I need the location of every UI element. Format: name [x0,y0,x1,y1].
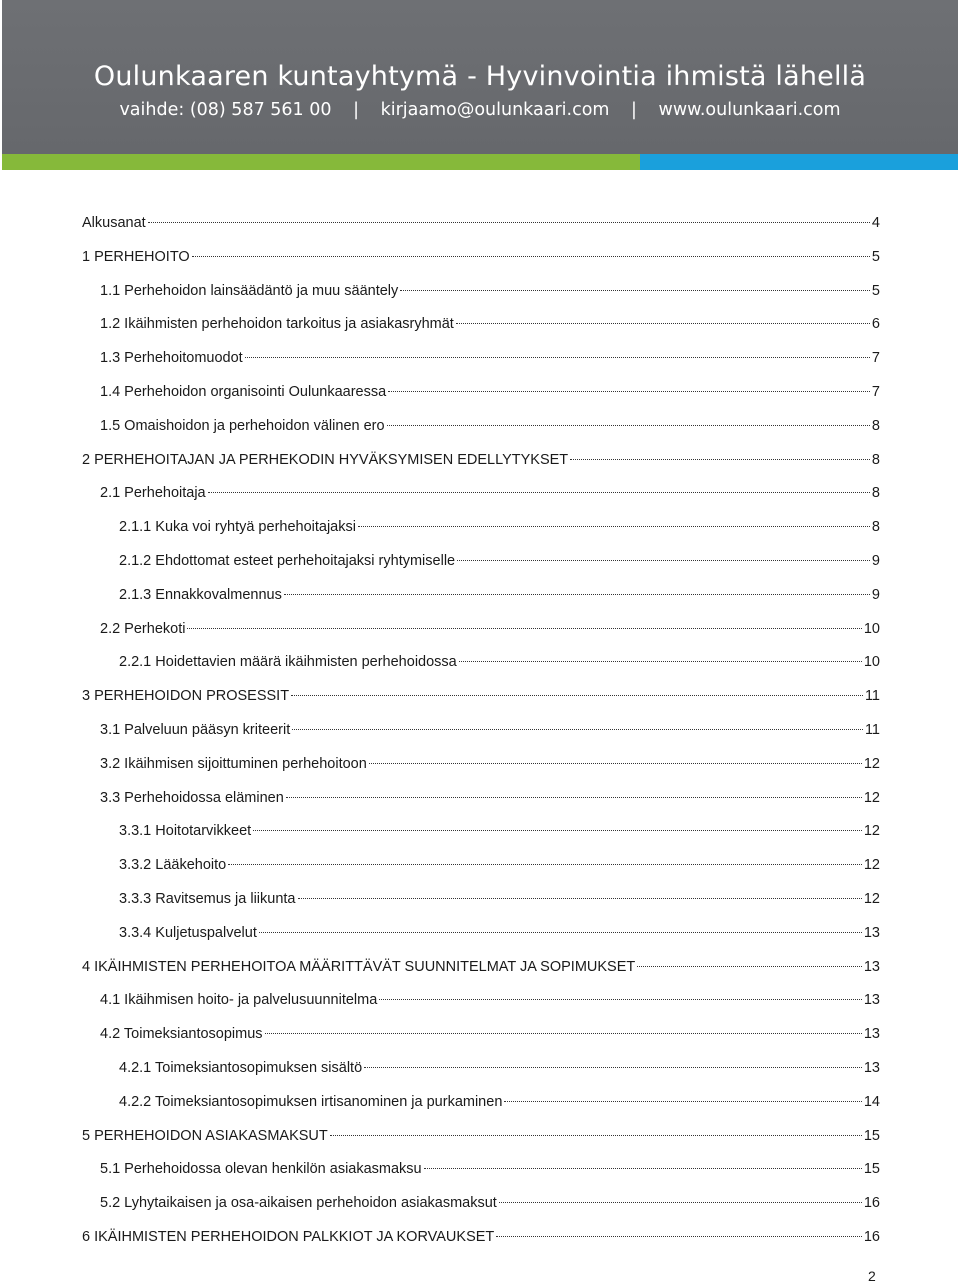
contact-separator: | [353,100,359,120]
toc-entry-label: 4 IKÄIHMISTEN PERHEHOITOA MÄÄRITTÄVÄT SUUNNITELMAT JA SOPIMUKSET [82,958,636,975]
toc-entry-label: 5 PERHEHOIDON ASIAKASMAKSUT [82,1127,328,1144]
toc-entry-label: 2.1.1 Kuka voi ryhtyä perhehoitajaksi [119,519,356,536]
toc-entry-page: 12 [863,789,880,806]
toc-entry-page: 11 [864,722,880,738]
toc-entry-page: 12 [863,823,880,840]
toc-entry[interactable] [119,517,880,537]
toc-entry-page: 13 [863,1026,880,1043]
toc-entry[interactable] [119,585,880,605]
accent-stripe-green [2,154,640,170]
toc-entry-label: 4.2.1 Toimeksiantosopimuksen sisältö [119,1060,363,1076]
toc-dot-leader [637,966,862,967]
toc-entry[interactable] [119,923,880,943]
toc-entry-page: 12 [863,891,880,907]
toc-entry[interactable] [100,788,880,808]
toc-dot-leader [187,628,861,629]
toc-entry-page: 7 [871,350,880,367]
toc-dot-leader [459,661,862,662]
toc-entry-page: 5 [871,248,880,265]
toc-entry[interactable] [100,1193,880,1213]
toc-entry[interactable] [100,1024,880,1044]
toc-dot-leader [388,391,870,392]
toc-entry[interactable] [100,990,880,1010]
toc-entry-page: 8 [871,485,880,502]
toc-entry-label: 3 PERHEHOIDON PROSESSIT [82,688,290,705]
toc-dot-leader [148,222,870,223]
toc-entry-page: 6 [871,316,880,333]
toc-entry-label: 3.3 Perhehoidossa eläminen [100,789,284,806]
toc-dot-leader [400,290,870,291]
toc-entry-label: 4.2 Toimeksiantosopimus [100,1026,263,1043]
toc-entry-label: Alkusanat [82,215,146,231]
toc-entry-page: 13 [863,958,880,975]
toc-entry[interactable] [82,450,880,470]
contact-separator: | [631,100,637,120]
toc-entry-page: 10 [863,654,880,671]
toc-dot-leader [387,425,870,426]
toc-dot-leader [364,1067,862,1068]
toc-entry[interactable] [100,382,880,402]
phone-number: vaihde: (08) 587 561 00 [119,100,332,120]
toc-entry-label: 2.1 Perhehoitaja [100,485,206,502]
toc-entry-page: 14 [863,1093,880,1110]
toc-entry[interactable] [100,314,880,334]
toc-entry-label: 1.5 Omaishoidon ja perhehoidon välinen ero [100,417,385,434]
toc-dot-leader [330,1135,862,1136]
toc-entry[interactable] [82,686,880,706]
toc-entry-label: 2.2 Perhekoti [100,620,186,637]
toc-entry[interactable] [119,1058,880,1078]
toc-entry-label: 3.1 Palveluun pääsyn kriteerit [100,722,291,738]
toc-entry[interactable] [100,720,880,740]
toc-entry[interactable] [100,483,880,503]
toc-dot-leader [504,1101,861,1102]
toc-dot-leader [253,830,862,831]
toc-entry-page: 13 [863,1060,880,1076]
toc-entry-page: 11 [864,688,880,705]
toc-dot-leader [291,695,863,696]
toc-dot-leader [424,1168,862,1169]
toc-entry[interactable] [82,1126,880,1146]
website-url: www.oulunkaari.com [658,100,841,120]
toc-entry[interactable] [100,619,880,639]
toc-entry-page: 4 [871,215,880,231]
toc-dot-leader [228,864,862,865]
organization-title: Oulunkaaren kuntayhtymä - Hyvinvointia ihmistä lähellä [93,61,867,92]
toc-entry-label: 3.3.3 Ravitsemus ja liikunta [119,891,296,907]
toc-entry[interactable] [100,416,880,436]
toc-dot-leader [298,898,862,899]
toc-dot-leader [570,459,870,460]
toc-entry-page: 9 [871,553,880,569]
toc-entry[interactable] [119,551,880,571]
toc-entry-label: 4.1 Ikäihmisen hoito- ja palvelusuunnitelma [100,992,378,1009]
toc-dot-leader [192,256,870,257]
email-address: kirjaamo@oulunkaari.com [380,100,610,120]
toc-entry-label: 1.1 Perhehoidon lainsäädäntö ja muu sääntely [100,282,399,299]
toc-dot-leader [456,323,870,324]
toc-entry-page: 16 [863,1229,880,1245]
toc-entry-label: 5.1 Perhehoidossa olevan henkilön asiakasmaksu [100,1161,422,1178]
toc-dot-leader [358,526,870,527]
toc-entry[interactable] [82,247,880,267]
accent-stripe-blue [640,154,958,170]
toc-dot-leader [265,1033,862,1034]
toc-entry[interactable] [100,1159,880,1179]
toc-entry-page: 12 [863,755,880,772]
toc-entry-page: 9 [871,586,880,603]
toc-entry-page: 15 [863,1127,880,1144]
toc-entry[interactable] [82,1227,880,1247]
toc-entry[interactable] [119,1092,880,1112]
toc-entry[interactable] [100,281,880,301]
toc-entry-label: 2.2.1 Hoidettavien määrä ikäihmisten perhehoidossa [119,654,457,671]
toc-dot-leader [286,797,862,798]
toc-entry-label: 1.2 Ikäihmisten perhehoidon tarkoitus ja asiakasryhmät [100,316,454,333]
toc-entry-page: 15 [863,1161,880,1178]
toc-entry-label: 5.2 Lyhytaikaisen ja osa-aikaisen perhehoidon asiakasmaksut [100,1195,497,1212]
toc-entry-label: 6 IKÄIHMISTEN PERHEHOIDON PALKKIOT JA KORVAUKSET [82,1229,495,1245]
toc-entry-label: 2 PERHEHOITAJAN JA PERHEKODIN HYVÄKSYMISEN EDELLYTYKSET [82,451,569,468]
toc-entry[interactable] [119,889,880,909]
toc-entry-label: 1.4 Perhehoidon organisointi Oulunkaaressa [100,384,387,400]
toc-entry[interactable] [100,754,880,774]
toc-entry[interactable] [100,348,880,368]
toc-dot-leader [457,560,870,561]
toc-entry-label: 3.3.4 Kuljetuspalvelut [119,924,257,941]
toc-entry-page: 13 [863,924,880,941]
toc-entry-page: 13 [863,992,880,1009]
toc-entry[interactable] [82,213,880,233]
toc-dot-leader [292,729,863,730]
toc-dot-leader [245,357,870,358]
header-banner [2,0,958,154]
toc-entry-page: 7 [871,384,880,400]
toc-entry-page: 8 [871,417,880,434]
toc-entry-page: 12 [863,857,880,874]
toc-entry-page: 8 [871,451,880,468]
toc-entry-label: 3.3.1 Hoitotarvikkeet [119,823,252,840]
toc-dot-leader [208,492,870,493]
toc-entry-label: 3.3.2 Lääkehoito [119,857,227,874]
toc-entry[interactable] [119,855,880,875]
toc-entry-label: 1.3 Perhehoitomuodot [100,350,243,367]
toc-entry-page: 10 [863,620,880,637]
toc-entry-label: 2.1.3 Ennakkovalmennus [119,586,282,603]
toc-entry[interactable] [82,957,880,977]
toc-entry[interactable] [119,652,880,672]
toc-entry-page: 16 [863,1195,880,1212]
page-number: 2 [868,1268,876,1284]
toc-dot-leader [499,1202,862,1203]
toc-dot-leader [496,1236,862,1237]
toc-dot-leader [259,932,862,933]
toc-entry-page: 8 [871,519,880,536]
toc-entry-label: 2.1.2 Ehdottomat esteet perhehoitajaksi ryhtymiselle [119,553,456,569]
toc-dot-leader [379,999,862,1000]
toc-entry-label: 4.2.2 Toimeksiantosopimuksen irtisanominen ja purkaminen [119,1093,503,1110]
toc-entry-page: 5 [871,282,880,299]
toc-dot-leader [284,594,870,595]
contact-line [2,100,958,120]
toc-entry[interactable] [119,821,880,841]
toc-entry-label: 3.2 Ikäihmisen sijoittuminen perhehoitoon [100,755,367,772]
toc-dot-leader [369,763,862,764]
toc-entry-label: 1 PERHEHOITO [82,248,190,265]
